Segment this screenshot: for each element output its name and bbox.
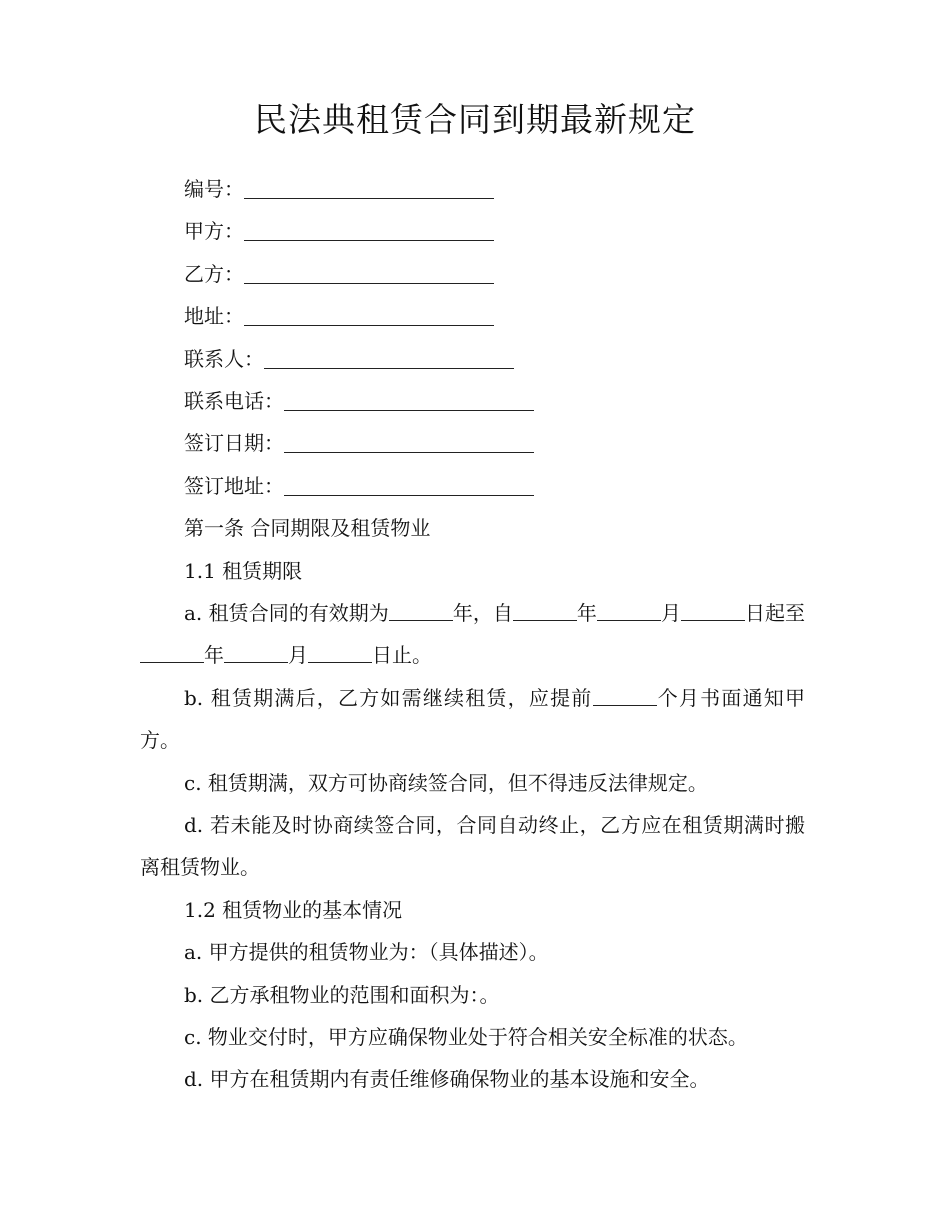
blank-line (284, 382, 534, 411)
blank-line (389, 594, 453, 621)
section-heading-1-1: 1.1 租赁期限 (184, 558, 303, 583)
document-title: 民法典租赁合同到期最新规定 (254, 100, 696, 139)
clause-text: 日止。 (372, 643, 432, 668)
field-label: 乙方： (184, 261, 244, 286)
field-address (140, 295, 805, 337)
field-label: 编号： (184, 177, 244, 201)
clause-text: 月 (660, 600, 681, 625)
clause-text: 年 (576, 600, 597, 625)
blank-line (244, 170, 494, 199)
clause-1-2-c: c. 物业交付时，甲方应确保物业处于符合相关安全标准的状态。 (184, 1025, 748, 1049)
blank-line (244, 255, 494, 284)
field-sign-date (140, 422, 805, 464)
clause-1-1-c: c. 租赁期满，双方可协商续签合同，但不得违反法律规定。 (184, 770, 708, 795)
clause-text: 年 (204, 643, 224, 668)
document-body (140, 168, 805, 1101)
field-label: 签订地址： (184, 473, 284, 498)
clause-text: a. 租赁合同的有效期为 (184, 600, 389, 625)
blank-line (593, 679, 657, 706)
blank-line (308, 636, 372, 663)
field-party-b (140, 253, 805, 295)
field-number (140, 168, 805, 210)
clause-1-2-b: b. 乙方承租物业的范围和面积为：。 (184, 982, 500, 1007)
field-label: 地址： (184, 304, 244, 329)
blank-line (264, 340, 514, 369)
field-phone (140, 380, 805, 422)
clause-1-2-d: d. 甲方在租赁期内有责任维修确保物业的基本设施和安全。 (184, 1067, 710, 1092)
blank-line (284, 467, 534, 496)
field-sign-place (140, 465, 805, 507)
clause-text: 年，自 (452, 600, 513, 625)
blank-line (140, 636, 204, 663)
clause-1-1-a (140, 592, 805, 677)
clause-text: 日起至 (744, 600, 806, 625)
blank-line (244, 212, 494, 241)
clause-text: 个月书面通知甲方。 (140, 685, 805, 753)
blank-line (513, 594, 577, 621)
blank-line (597, 594, 661, 621)
field-label: 联系人： (184, 346, 264, 371)
article-heading: 第一条 合同期限及租赁物业 (184, 516, 431, 541)
field-label: 联系电话： (184, 388, 284, 413)
blank-line (284, 424, 534, 453)
field-party-a (140, 210, 805, 252)
blank-line (224, 636, 288, 663)
clause-1-1-d: d. 若未能及时协商续签合同，合同自动终止，乙方应在租赁期满时搬离租赁物业。 (140, 812, 805, 880)
clause-text: b. 租赁期满后，乙方如需继续租赁，应提前 (184, 685, 593, 710)
clause-1-1-b (140, 677, 805, 762)
blank-line (681, 594, 745, 621)
section-heading-1-2: 1.2 租赁物业的基本情况 (184, 897, 403, 922)
field-contact (140, 338, 805, 380)
field-label: 甲方： (184, 219, 244, 244)
blank-line (244, 297, 494, 326)
clause-1-2-a: a. 甲方提供的租赁物业为：（具体描述）。 (184, 940, 549, 965)
field-label: 签订日期： (184, 431, 284, 456)
clause-text: 月 (288, 643, 308, 668)
